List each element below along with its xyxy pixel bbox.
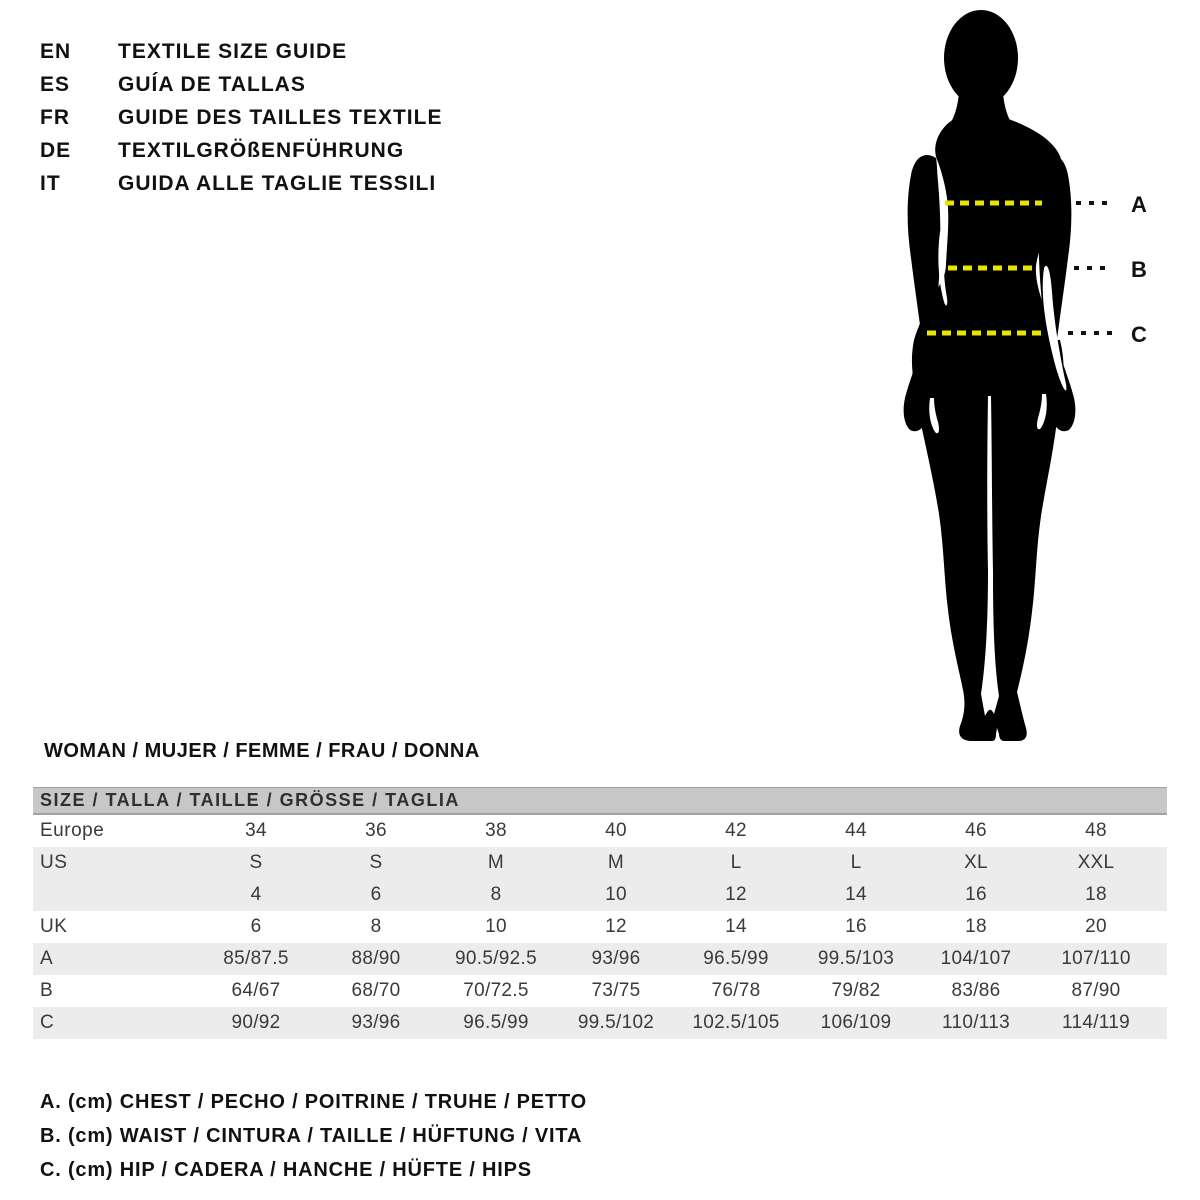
size-cell: 85/87.5 [223, 948, 289, 969]
size-cell: 93/96 [351, 1012, 401, 1033]
woman-silhouette-icon [860, 0, 1200, 760]
size-cell: 93/96 [591, 948, 641, 969]
measure-label-c: C [1131, 322, 1147, 347]
lang-row-fr [40, 101, 442, 134]
size-cell: 83/86 [951, 980, 1001, 1001]
row-label: A [40, 948, 54, 969]
size-cell: M [487, 852, 505, 873]
legend-waist: B. (cm) WAIST / CINTURA / TAILLE / HÜFTUNG / VITA [40, 1125, 583, 1147]
size-cell: 102.5/105 [692, 1012, 780, 1033]
size-cell: 8 [490, 884, 502, 905]
size-cell: 99.5/103 [817, 948, 895, 969]
legend-chest: A. (cm) CHEST / PECHO / POITRINE / TRUHE / PETTO [40, 1091, 587, 1113]
size-cell: 88/90 [351, 948, 401, 969]
table-row [33, 1007, 1167, 1039]
size-cell: 44 [845, 820, 867, 841]
size-table [33, 787, 1167, 1039]
size-cell: 79/82 [831, 980, 881, 1001]
table-row [33, 879, 1167, 911]
lang-code: DE [40, 139, 72, 162]
lang-row-it [40, 167, 442, 200]
size-cell: XL [964, 852, 988, 873]
lang-text: GUIDE DES TAILLES TEXTILE [118, 106, 443, 129]
size-table-body [33, 815, 1167, 1039]
size-cell: 73/75 [591, 980, 641, 1001]
size-cell: S [249, 852, 263, 873]
size-cell: 104/107 [940, 948, 1012, 969]
size-cell: 14 [845, 884, 867, 905]
size-cell: 114/119 [1062, 1012, 1130, 1033]
legend-hip: C. (cm) HIP / CADERA / HANCHE / HÜFTE / HIPS [40, 1159, 532, 1181]
row-label: US [40, 852, 68, 873]
woman-silhouette-figure [860, 0, 1200, 760]
lang-row-es [40, 68, 442, 101]
size-cell: 10 [605, 884, 627, 905]
size-cell: 64/67 [231, 980, 281, 1001]
size-cell: 48 [1085, 820, 1107, 841]
lang-text: TEXTILGRÖßENFÜHRUNG [118, 139, 405, 162]
size-cell: 38 [485, 820, 507, 841]
lang-code: EN [40, 40, 72, 63]
table-row [33, 815, 1167, 847]
row-label: C [40, 1012, 55, 1033]
size-cell: 16 [845, 916, 867, 937]
size-cell: 42 [725, 820, 747, 841]
size-cell: XXL [1077, 852, 1115, 873]
size-cell: 90/92 [231, 1012, 281, 1033]
size-cell: 12 [605, 916, 627, 937]
size-cell: 110/113 [942, 1012, 1010, 1033]
size-cell: 96.5/99 [703, 948, 769, 969]
size-cell: 90.5/92.5 [455, 948, 537, 969]
lang-text: GUIDA ALLE TAGLIE TESSILI [118, 172, 437, 195]
size-cell: 40 [605, 820, 627, 841]
size-cell: 6 [250, 916, 262, 937]
section-title: WOMAN / MUJER / FEMME / FRAU / DONNA [44, 740, 480, 762]
size-cell: 87/90 [1071, 980, 1121, 1001]
size-cell: 68/70 [351, 980, 401, 1001]
size-cell: 76/78 [711, 980, 761, 1001]
table-row [33, 975, 1167, 1007]
lang-code: ES [40, 73, 71, 96]
row-label: Europe [40, 820, 105, 841]
size-cell: 46 [965, 820, 987, 841]
size-cell: 20 [1085, 916, 1107, 937]
row-label: B [40, 980, 54, 1001]
size-cell: 106/109 [820, 1012, 892, 1033]
size-cell: 6 [370, 884, 382, 905]
size-cell: 34 [245, 820, 267, 841]
measure-label-b: B [1131, 257, 1147, 282]
size-cell: 96.5/99 [463, 1012, 529, 1033]
size-cell: 4 [250, 884, 262, 905]
table-row [33, 847, 1167, 879]
lang-code: FR [40, 106, 70, 129]
size-cell: 16 [965, 884, 987, 905]
table-row [33, 943, 1167, 975]
size-cell: 18 [965, 916, 987, 937]
size-cell: 8 [370, 916, 382, 937]
size-cell: 107/110 [1061, 948, 1131, 969]
lang-row-en [40, 35, 442, 68]
table-row [33, 911, 1167, 943]
size-cell: L [850, 852, 862, 873]
size-cell: M [607, 852, 625, 873]
size-cell: 14 [725, 916, 747, 937]
size-cell: 12 [725, 884, 747, 905]
row-label: UK [40, 916, 68, 937]
lang-code: IT [40, 172, 61, 195]
size-cell: 10 [485, 916, 507, 937]
size-table-header: SIZE / TALLA / TAILLE / GRÖSSE / TAGLIA [33, 787, 1167, 815]
measurement-legend [40, 1085, 587, 1187]
lang-text: TEXTILE SIZE GUIDE [118, 40, 348, 63]
size-cell: S [369, 852, 383, 873]
lang-text: GUÍA DE TALLAS [118, 73, 306, 96]
size-cell: L [730, 852, 742, 873]
measure-label-a: A [1131, 192, 1147, 217]
size-cell: 18 [1085, 884, 1107, 905]
size-cell: 36 [365, 820, 387, 841]
size-cell: 99.5/102 [577, 1012, 655, 1033]
size-cell: 70/72.5 [463, 980, 529, 1001]
language-title-block [40, 35, 442, 200]
lang-row-de [40, 134, 442, 167]
